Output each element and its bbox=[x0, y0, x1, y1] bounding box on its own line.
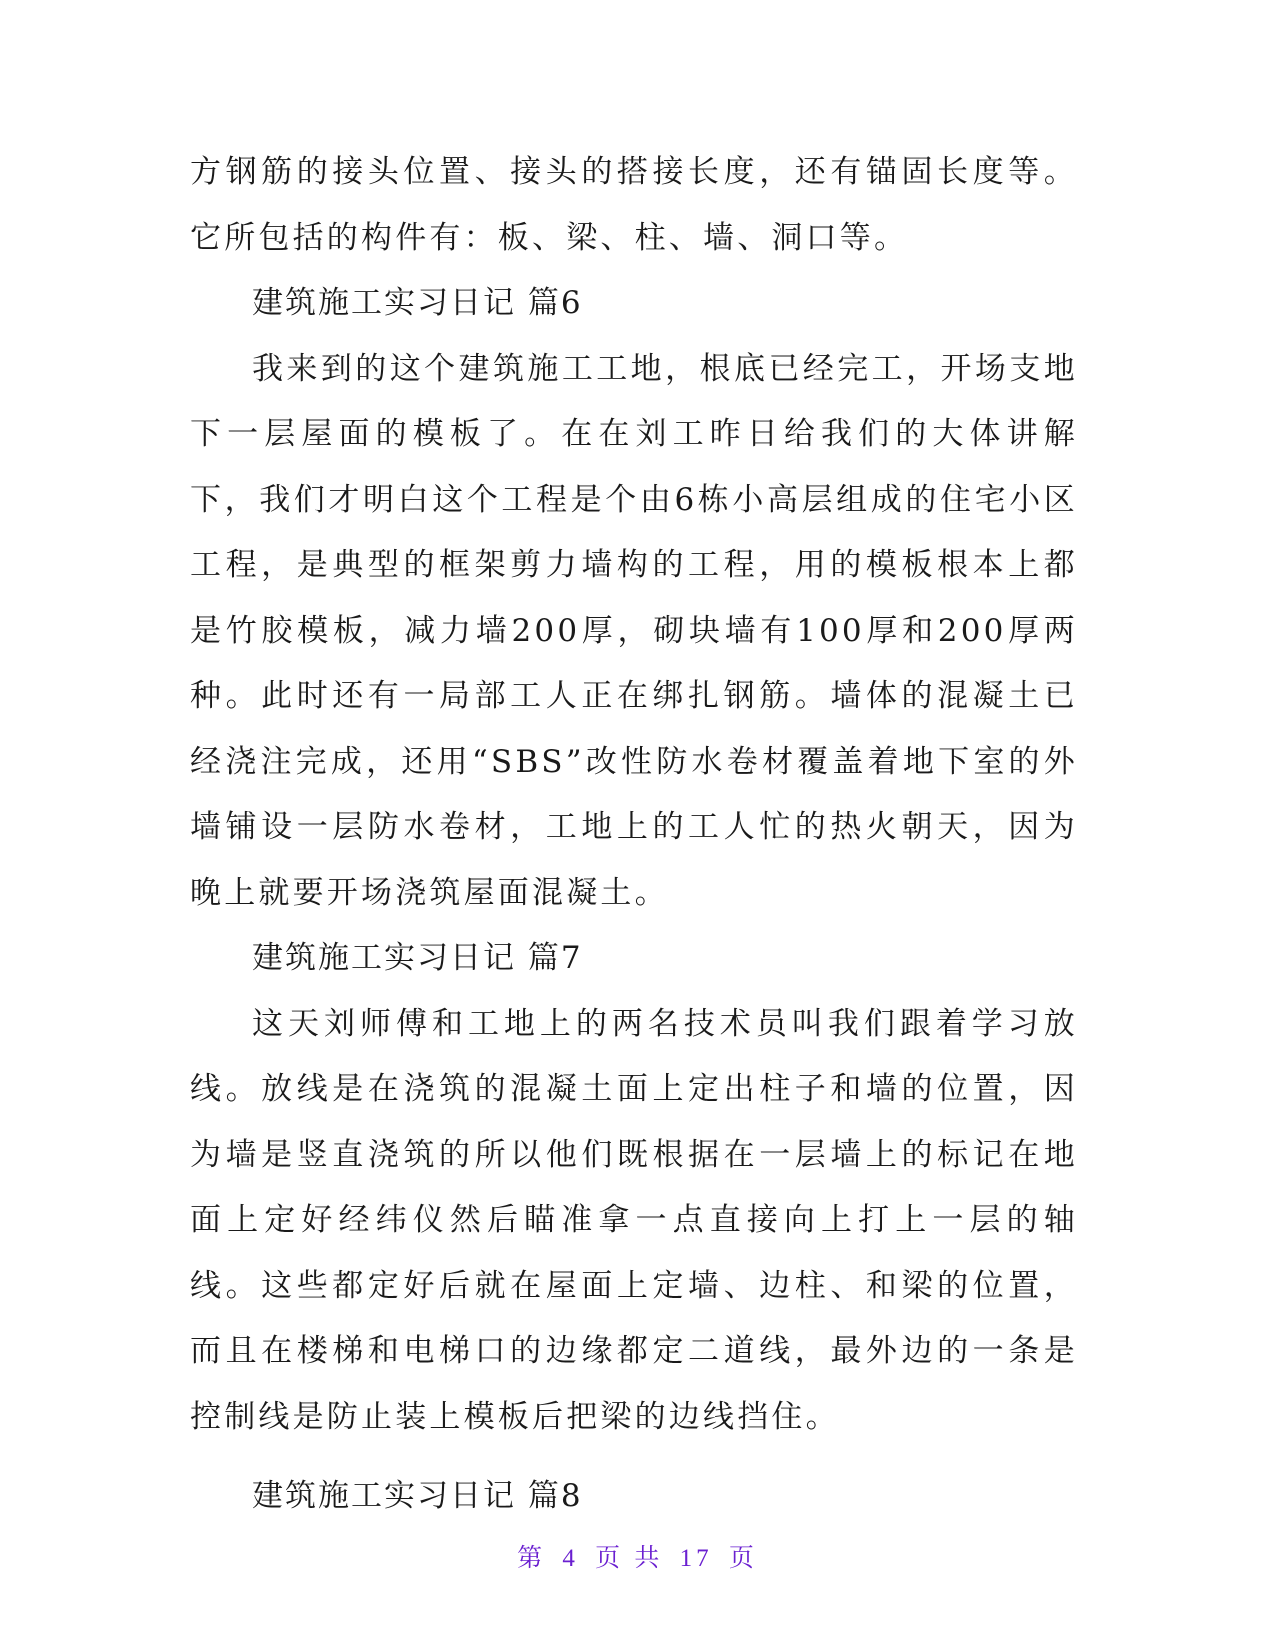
section-heading: 建筑施工实习日记 篇6 bbox=[252, 285, 583, 321]
body-paragraph: 方钢筋的接头位置、接头的搭接长度，还有锚固长度等。它所包括的构件有：板、梁、柱、墙、洞口等。 bbox=[190, 154, 1078, 256]
footer-suffix: 页 bbox=[728, 1545, 758, 1572]
section-heading: 建筑施工实习日记 篇8 bbox=[252, 1478, 583, 1514]
footer-prefix: 第 bbox=[517, 1545, 547, 1572]
body-paragraph: 我来到的这个建筑施工工地，根底已经完工，开场支地下一层屋面的模板了。在在刘工昨日给我们的大体讲解下，我们才明白这个工程是个由6栋小高层组成的住宅小区工程，是典型的框架剪力墙构的工程，用的模板根本上都是竹胶模板，减力墙200厚，砌块墙有100厚和200厚两种。此时还有一局部工人正在绑扎钢筋。墙体的混凝土已经浇注完成，还用“SBS”改性防水卷材覆盖着地下室的外墙铺设一层防水卷材，工地上的工人忙的热火朝天，因为晚上就要开场浇筑屋面混凝土。 bbox=[190, 350, 1078, 911]
body-paragraph: 这天刘师傅和工地上的两名技术员叫我们跟着学习放线。放线是在浇筑的混凝土面上定出柱子和墙的位置，因为墙是竖直浇筑的所以他们既根据在一层墙上的标记在地面上定好经纬仪然后瞄准拿一点直接向上打上一层的轴线。这些都定好后就在屋面上定墙、边柱、和梁的位置，而且在楼梯和电梯口的边缘都定二道线，最外边的一条是控制线是防止装上模板后把梁的边线挡住。 bbox=[190, 1005, 1078, 1435]
document-body bbox=[190, 140, 1078, 1530]
section-heading: 建筑施工实习日记 篇7 bbox=[252, 940, 583, 976]
footer-current-page: 4 bbox=[562, 1545, 579, 1572]
page-footer bbox=[0, 1538, 1275, 1574]
footer-middle: 页 共 bbox=[595, 1545, 664, 1572]
footer-total-pages: 17 bbox=[679, 1545, 713, 1572]
